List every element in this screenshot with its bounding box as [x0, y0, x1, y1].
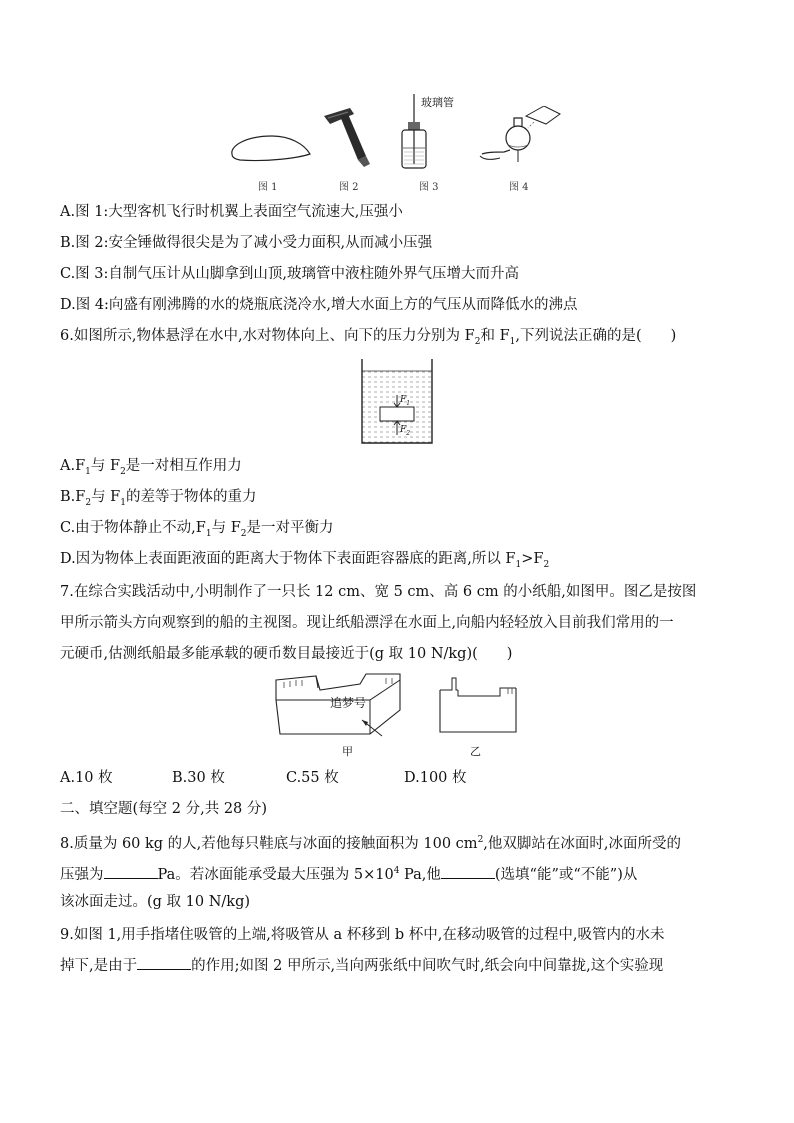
q9-line1: 9.如图 1,用手指堵住吸管的上端,将吸管从 a 杯移到 b 杯中,在移动吸管的过程中,吸管内的水未 — [60, 927, 665, 943]
q5-figures — [0, 92, 794, 192]
section-heading-fill-blank: 二、填空题(每空 2 分,共 28 分) — [60, 801, 268, 817]
flask-cold-water-figure — [478, 106, 562, 168]
q9-line2: 掉下,是由于 的作用;如图 2 甲所示,当向两张纸中间吹气时,纸会向中间靠拢,这个实验现 — [60, 958, 664, 974]
fig3-caption: 图 3 — [419, 182, 439, 193]
wing-figure — [228, 132, 314, 166]
q7-option-b: B.30 枚 — [172, 770, 225, 786]
fig1-caption: 图 1 — [258, 182, 278, 193]
q8-line1: 8.质量为 60 kg 的人,若他每只鞋底与冰面的接触面积为 100 $cm^2$,他双脚站在冰面时,冰面所受的 — [60, 835, 682, 852]
paper-boat-figure-yi — [436, 676, 520, 736]
q7-option-d: D.100 枚 — [404, 770, 467, 786]
glass-tube-label: 玻璃管 — [421, 96, 454, 109]
q7-stem-line2: 甲所示箭头方向观察到的船的主视图。现让纸船漂浮在水面上,向船内轻轻放入目前我们常用的一 — [60, 615, 674, 631]
q5-option-c: C.图 3:自制气压计从山脚拿到山顶,玻璃管中液柱随外界气压增大而升高 — [60, 266, 520, 282]
fig4-caption: 图 4 — [509, 182, 529, 193]
f1-label: $F_1$ — [400, 395, 411, 407]
q8-answer-blank-1[interactable] — [104, 865, 158, 879]
q8-line2: 压强为 Pa。若冰面能承受最大压强为 $5\times 10^4$ Pa,他 (选填“能”或“不能”)从 — [60, 866, 638, 883]
q7-option-c: C.55 枚 — [286, 770, 339, 786]
f2-label: $F_2$ — [400, 425, 411, 437]
safety-hammer-figure — [320, 106, 380, 168]
q9-answer-blank-1[interactable] — [137, 956, 191, 970]
fig2-caption: 图 2 — [339, 182, 359, 193]
q7-option-a: A.10 枚 — [60, 770, 113, 786]
q6-stem: 6.如图所示,物体悬浮在水中,水对物体向上、向下的压力分别为 $F_2$和 $F_1$,下列说法正确的是( ) — [60, 328, 677, 347]
q6-option-d: D.因为物体上表面距液面的距离大于物体下表面距容器底的距离,所以 $F_1>F_2$ — [60, 551, 550, 570]
q6-option-c: C.由于物体静止不动$,F_1$与 $F_2$是一对平衡力 — [60, 520, 334, 539]
q7-stem-line3: 元硬币,估测纸船最多能承载的硬币数目最接近于(g 取 10 N/kg)( ) — [60, 646, 513, 662]
q5-option-d: D.图 4:向盛有刚沸腾的水的烧瓶底浇冷水,增大水面上方的气压从而降低水的沸点 — [60, 297, 578, 313]
figure-yi-caption: 乙 — [470, 745, 481, 758]
boat-name-label: 追梦号 — [330, 696, 367, 710]
q6-option-b: $B.F_2$与 $F_1$的差等于物体的重力 — [60, 489, 257, 508]
figure-jia-caption: 甲 — [342, 745, 353, 758]
q5-option-a: A.图 1:大型客机飞行时机翼上表面空气流速大,压强小 — [60, 204, 403, 220]
suspended-object-figure — [356, 355, 438, 447]
q8-answer-blank-2[interactable] — [441, 865, 495, 879]
q5-option-b: B.图 2:安全锤做得很尖是为了减小受力面积,从而减小压强 — [60, 235, 433, 251]
q6-option-a: $A.F_1$与 $F_2$是一对相互作用力 — [60, 458, 242, 477]
q7-stem-line1: 7.在综合实践活动中,小明制作了一只长 12 cm、宽 5 cm、高 6 cm 的小纸船,如图甲。图乙是按图 — [60, 584, 697, 600]
q8-line3: 该冰面走过。(g 取 10 N/kg) — [60, 894, 251, 910]
